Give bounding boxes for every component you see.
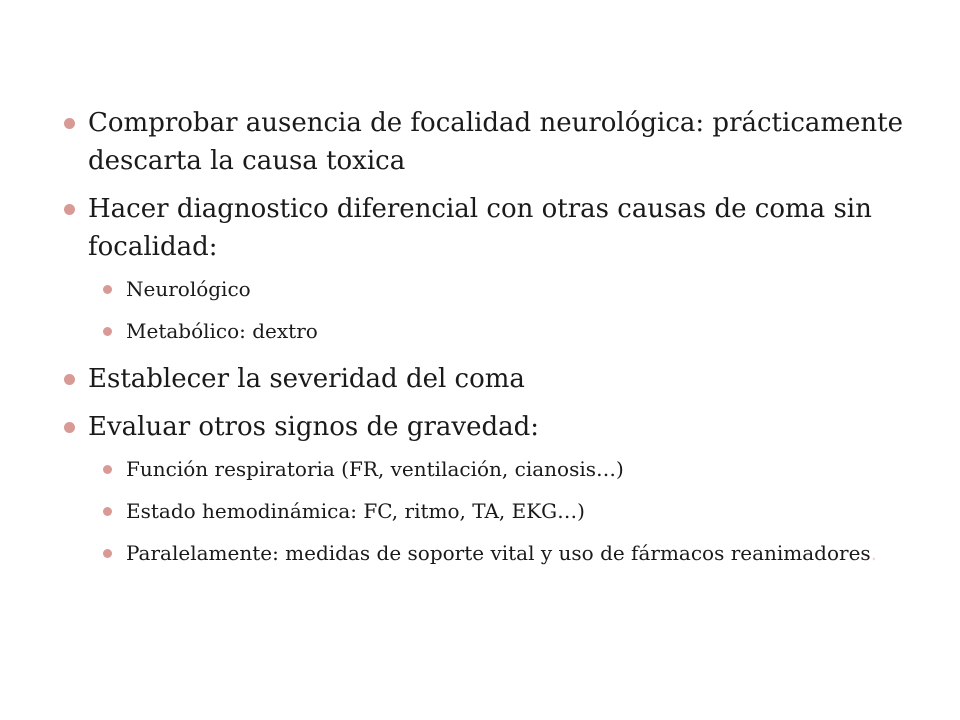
bullet-text: Comprobar ausencia de focalidad neurológica: prácticamente descarta la causa toxica bbox=[88, 108, 904, 176]
bullet-list bbox=[64, 104, 924, 567]
sub-bullet-list bbox=[88, 456, 924, 567]
bullet-dot-icon bbox=[64, 204, 75, 215]
sub-bullet-text: Paralelamente: medidas de soporte vital y uso de fármacos reanimadores bbox=[126, 541, 871, 565]
slide-content bbox=[64, 104, 924, 582]
bullet-text: Establecer la severidad del coma bbox=[88, 364, 525, 394]
sub-bullet-item bbox=[88, 276, 924, 303]
sub-bullet-item bbox=[88, 540, 924, 567]
sub-bullet-text: Metabólico: dextro bbox=[126, 319, 318, 343]
sub-bullet-dot-icon bbox=[103, 285, 112, 294]
sub-bullet-text: Estado hemodinámica: FC, ritmo, TA, EKG…) bbox=[126, 499, 585, 523]
sub-bullet-dot-icon bbox=[103, 507, 112, 516]
sub-bullet-item bbox=[88, 498, 924, 525]
sub-bullet-text: Función respiratoria (FR, ventilación, cianosis…) bbox=[126, 457, 624, 481]
bullet-text: Hacer diagnostico diferencial con otras causas de coma sin focalidad: bbox=[88, 194, 872, 262]
sub-bullet-list bbox=[88, 276, 924, 345]
bullet-dot-icon bbox=[64, 118, 75, 129]
sub-bullet-item bbox=[88, 456, 924, 483]
trailing-period: . bbox=[870, 541, 878, 565]
bullet-item bbox=[64, 190, 924, 345]
sub-bullet-item bbox=[88, 318, 924, 345]
sub-bullet-dot-icon bbox=[103, 327, 112, 336]
sub-bullet-text: Neurológico bbox=[126, 277, 251, 301]
sub-bullet-dot-icon bbox=[103, 549, 112, 558]
bullet-dot-icon bbox=[64, 422, 75, 433]
sub-bullet-dot-icon bbox=[103, 465, 112, 474]
bullet-text: Evaluar otros signos de gravedad: bbox=[88, 412, 540, 442]
bullet-item bbox=[64, 360, 924, 398]
bullet-item bbox=[64, 408, 924, 567]
bullet-dot-icon bbox=[64, 374, 75, 385]
bullet-item bbox=[64, 104, 924, 180]
